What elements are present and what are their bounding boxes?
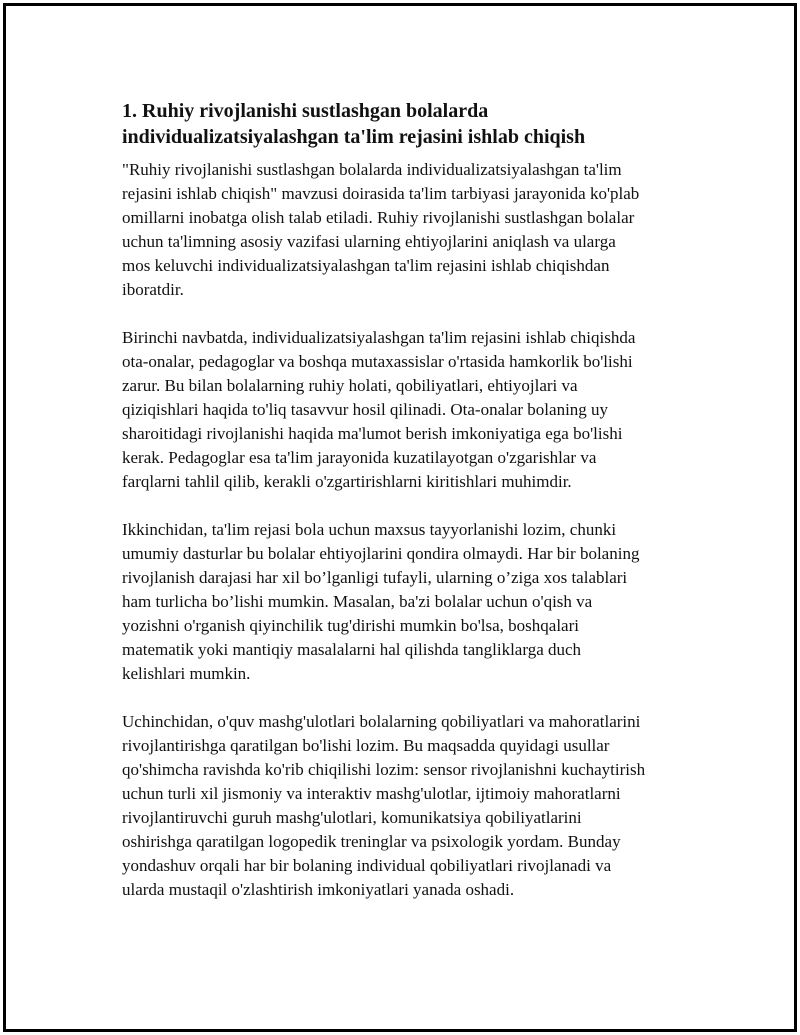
page-frame (3, 3, 797, 1032)
paragraph-intro: "Ruhiy rivojlanishi sustlashgan bolalarda individualizatsiyalashgan ta'lim rejasini ishlab chiqish" mavzusi doirasida ta'lim tarbiyasi jarayonida ko'plab omillarni inobatga olish talab etiladi. Ruhiy rivojlanishi sustlashgan bolalar uchun ta'limning asosiy vazifasi ularning ehtiyojlarini aniqlash va ularga mos keluvchi individualizatsiyalashgan ta'lim rejasini ishlab chiqishdan iboratdir. (122, 160, 640, 299)
paragraph-third-point: Uchinchidan, o'quv mashg'ulotlari bolalarning qobiliyatlari va mahoratlarini rivojlantirishga qaratilgan bo'lishi lozim. Bu maqsadda quyidagi usullar qo'shimcha ravishda ko'rib chiqilishi lozim: sensor rivojlanishni kuchaytirish uchun turli xil jismoniy va interaktiv mashg'ulotlar, ijtimoiy mahoratlarni rivojlantiruvchi guruh mashg'ulotlari, komunikatsiya qobiliyatlarini oshirishga qaratilgan logopedik treninglar va psixologik yordam. Bunday yondashuv orqali har bir bolaning individual qobiliyatlari rivojlanadi va ularda mustaqil o'zlashtirish imkoniyatlari yanada oshadi. (122, 712, 646, 899)
paragraph-first-point: Birinchi navbatda, individualizatsiyalashgan ta'lim rejasini ishlab chiqishda ota-onalar, pedagoglar va boshqa mutaxassislar o'rtasida hamkorlik bo'lishi zarur. Bu bilan bolalarning ruhiy holati, qobiliyatlari, ehtiyojlari va qiziqishlari haqida to'liq tasavvur hosil qilinadi. Ota-onalar bolaning uy sharoitidagi rivojlanishi haqida ma'lumot berish imkoniyatiga ega bo'lishi kerak. Pedagoglar esa ta'lim jarayonida kuzatilayotgan o'zgarishlar va farqlarni tahlil qilib, kerakli o'zgartirishlarni kiritishlari muhimdir. (122, 328, 636, 491)
section-heading: 1. Ruhiy rivojlanishi sustlashgan bolalarda individualizatsiyalashgan ta'lim rejasini ishlab chiqish (122, 100, 586, 148)
document-body (122, 98, 702, 926)
paragraph-second-point: Ikkinchidan, ta'lim rejasi bola uchun maxsus tayyorlanishi lozim, chunki umumiy dasturlar bu bolalar ehtiyojlarini qondira olmaydi. Har bir bolaning rivojlanish darajasi har xil bo’lganligi tufayli, ularning o’ziga xos talablari ham turlicha bo’lishi mumkin. Masalan, ba'zi bolalar uchun o'qish va yozishni o'rganish qiyinchilik tug'dirishi mumkin bo'lsa, boshqalari matematik yoki mantiqiy masalalarni hal qilishda tangliklarga duch kelishlari mumkin. (122, 520, 640, 683)
